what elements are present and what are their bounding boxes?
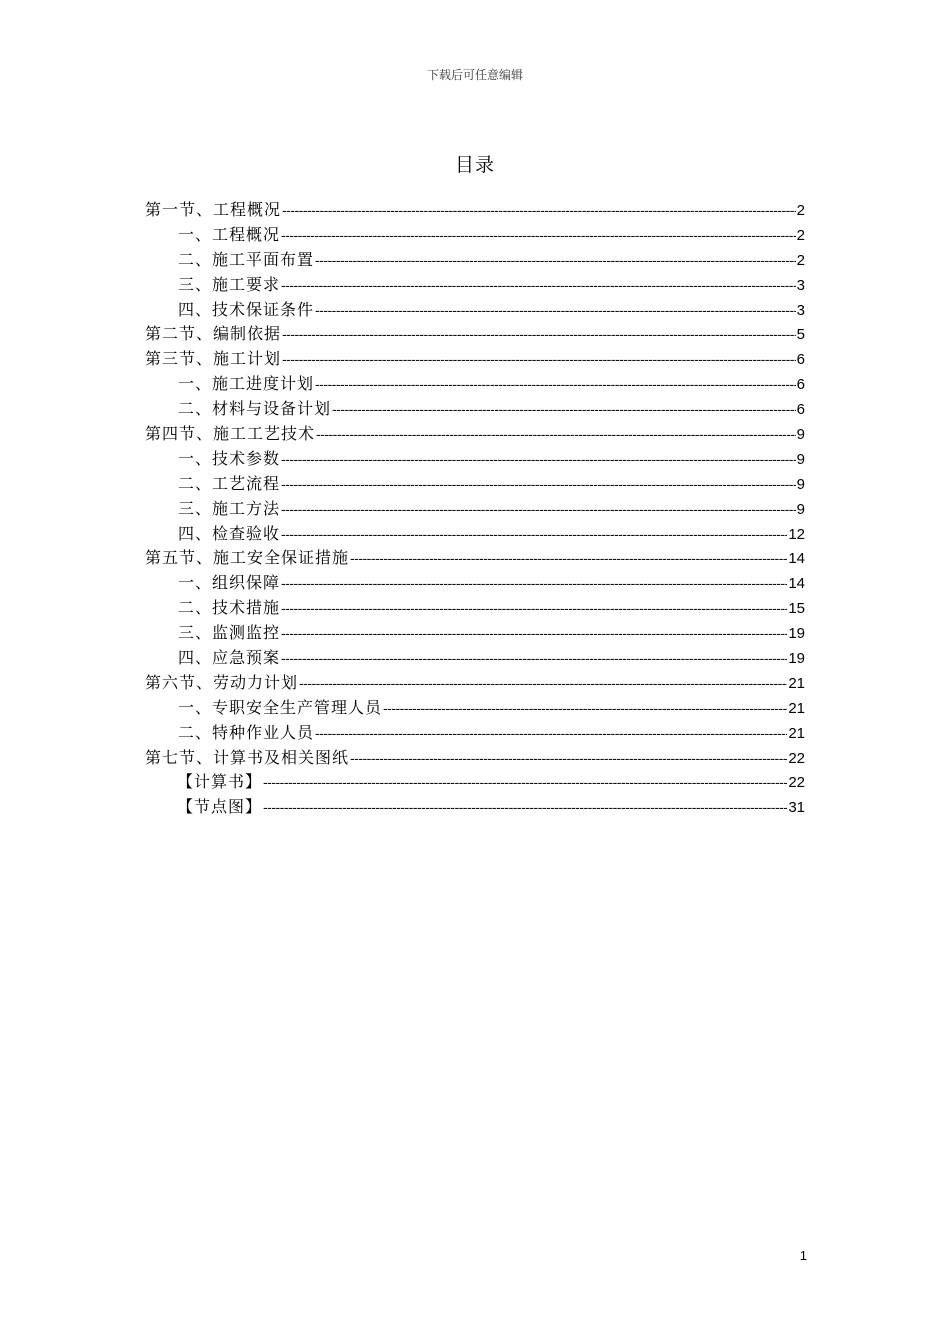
toc-entry-label: 四、检查验收 <box>178 523 281 543</box>
toc-entry[interactable] <box>145 298 805 323</box>
toc-entry-label: 二、特种作业人员 <box>178 722 315 742</box>
toc-leader-dashes <box>315 372 796 397</box>
toc-entry[interactable] <box>145 472 805 497</box>
toc-leader-dashes <box>281 447 796 472</box>
toc-entry-label: 第七节、计算书及相关图纸 <box>145 747 350 767</box>
toc-leader-dashes <box>281 273 796 298</box>
toc-entry-page: 12 <box>788 525 805 543</box>
toc-entry-page: 9 <box>796 426 805 444</box>
toc-entry-label: 第三节、施工计划 <box>145 349 282 369</box>
toc-entry[interactable] <box>145 397 805 422</box>
toc-entry-page: 22 <box>788 749 805 767</box>
toc-leader-dashes <box>350 746 787 771</box>
toc-entry-label: 【计算书】 <box>177 772 263 792</box>
toc-entry[interactable] <box>145 248 805 273</box>
toc-entry-label: 三、施工方法 <box>178 498 281 518</box>
toc-leader-dashes <box>281 497 796 522</box>
toc-entry[interactable] <box>145 497 805 522</box>
toc-entry-page: 9 <box>796 500 805 518</box>
toc-entry-page: 21 <box>788 674 805 692</box>
toc-entry[interactable] <box>145 198 805 223</box>
toc-leader-dashes <box>281 472 796 497</box>
toc-entry-page: 6 <box>796 401 805 419</box>
toc-entry[interactable] <box>145 223 805 248</box>
toc-leader-dashes <box>282 347 796 372</box>
toc-leader-dashes <box>263 770 787 795</box>
toc-entry-page: 14 <box>788 575 805 593</box>
page-number: 1 <box>799 1248 807 1263</box>
toc-leader-dashes <box>316 422 796 447</box>
toc-leader-dashes <box>315 721 787 746</box>
page-header-note: 下载后可任意编辑 <box>426 68 523 82</box>
toc-entry[interactable] <box>145 696 805 721</box>
toc-entry[interactable] <box>145 746 805 771</box>
toc-leader-dashes <box>282 322 796 347</box>
toc-entry[interactable] <box>145 596 805 621</box>
toc-entry[interactable] <box>145 273 805 298</box>
toc-entry-page: 21 <box>788 724 805 742</box>
toc-entry[interactable] <box>145 322 805 347</box>
toc-entry-label: 第一节、工程概况 <box>145 200 282 219</box>
toc-entry[interactable] <box>145 546 805 571</box>
toc-entry-page: 22 <box>788 774 805 792</box>
toc-entry[interactable] <box>145 621 805 646</box>
toc-entry-label: 三、监测监控 <box>178 623 281 643</box>
toc-entry-label: 一、专职安全生产管理人员 <box>178 697 383 717</box>
toc-leader-dashes <box>281 646 787 671</box>
toc-entry-label: 【节点图】 <box>177 797 263 817</box>
toc-entry-page: 2 <box>796 251 805 269</box>
toc-entry[interactable] <box>145 770 805 795</box>
toc-entry[interactable] <box>145 795 805 820</box>
toc-entry-page: 9 <box>796 450 805 468</box>
toc-entry-page: 31 <box>788 799 805 817</box>
toc-leader-dashes <box>263 795 787 820</box>
toc-leader-dashes <box>383 696 787 721</box>
toc-title: 目录 <box>454 154 495 176</box>
toc-entry-label: 第二节、编制依据 <box>145 324 282 344</box>
toc-entry-label: 第四节、施工工艺技术 <box>145 424 316 444</box>
toc-leader-dashes <box>281 571 787 596</box>
toc-entry[interactable] <box>145 522 805 547</box>
toc-entry-label: 一、组织保障 <box>178 573 281 593</box>
toc-entry-label: 一、施工进度计划 <box>178 374 315 394</box>
toc-entry-label: 四、应急预案 <box>178 648 281 668</box>
toc-entry-label: 四、技术保证条件 <box>178 299 315 319</box>
toc-entry-page: 14 <box>788 550 805 568</box>
toc-entry-page: 6 <box>796 351 805 369</box>
toc-entry[interactable] <box>145 571 805 596</box>
toc-entry-page: 2 <box>796 202 805 219</box>
toc-entry-page: 5 <box>796 326 805 344</box>
toc-entry-page: 2 <box>796 226 805 244</box>
toc-leader-dashes <box>281 596 787 621</box>
toc-entry-label: 二、工艺流程 <box>178 473 281 493</box>
toc-entry-label: 第六节、劳动力计划 <box>145 672 299 692</box>
toc-leader-dashes <box>315 298 796 323</box>
toc-leader-dashes <box>332 397 796 422</box>
toc-entry-page: 9 <box>796 475 805 493</box>
toc-entry-page: 15 <box>788 600 805 618</box>
toc-entry[interactable] <box>145 347 805 372</box>
toc-entry-label: 二、施工平面布置 <box>178 249 315 269</box>
toc-entry-label: 三、施工要求 <box>178 274 281 294</box>
toc-entry-page: 21 <box>788 699 805 717</box>
toc-leader-dashes <box>350 546 787 571</box>
toc-entry-page: 19 <box>788 625 805 643</box>
toc-entry-page: 19 <box>788 650 805 668</box>
toc-leader-dashes <box>315 248 796 273</box>
toc-entry-label: 一、工程概况 <box>178 224 281 244</box>
table-of-contents <box>145 198 805 820</box>
toc-entry-page: 6 <box>796 376 805 394</box>
toc-entry[interactable] <box>145 671 805 696</box>
toc-entry[interactable] <box>145 372 805 397</box>
toc-entry-page: 3 <box>796 301 805 319</box>
toc-leader-dashes <box>281 522 787 547</box>
toc-leader-dashes <box>299 671 787 696</box>
toc-entry-label: 二、技术措施 <box>178 598 281 618</box>
toc-entry[interactable] <box>145 646 805 671</box>
toc-leader-dashes <box>281 223 796 248</box>
toc-entry-label: 二、材料与设备计划 <box>178 399 332 419</box>
toc-leader-dashes <box>282 198 796 223</box>
toc-entry[interactable] <box>145 447 805 472</box>
toc-entry-page: 3 <box>796 276 805 294</box>
toc-entry[interactable] <box>145 721 805 746</box>
toc-leader-dashes <box>281 621 787 646</box>
toc-entry[interactable] <box>145 422 805 447</box>
toc-entry-label: 第五节、施工安全保证措施 <box>145 548 350 568</box>
toc-entry-label: 一、技术参数 <box>178 448 281 468</box>
